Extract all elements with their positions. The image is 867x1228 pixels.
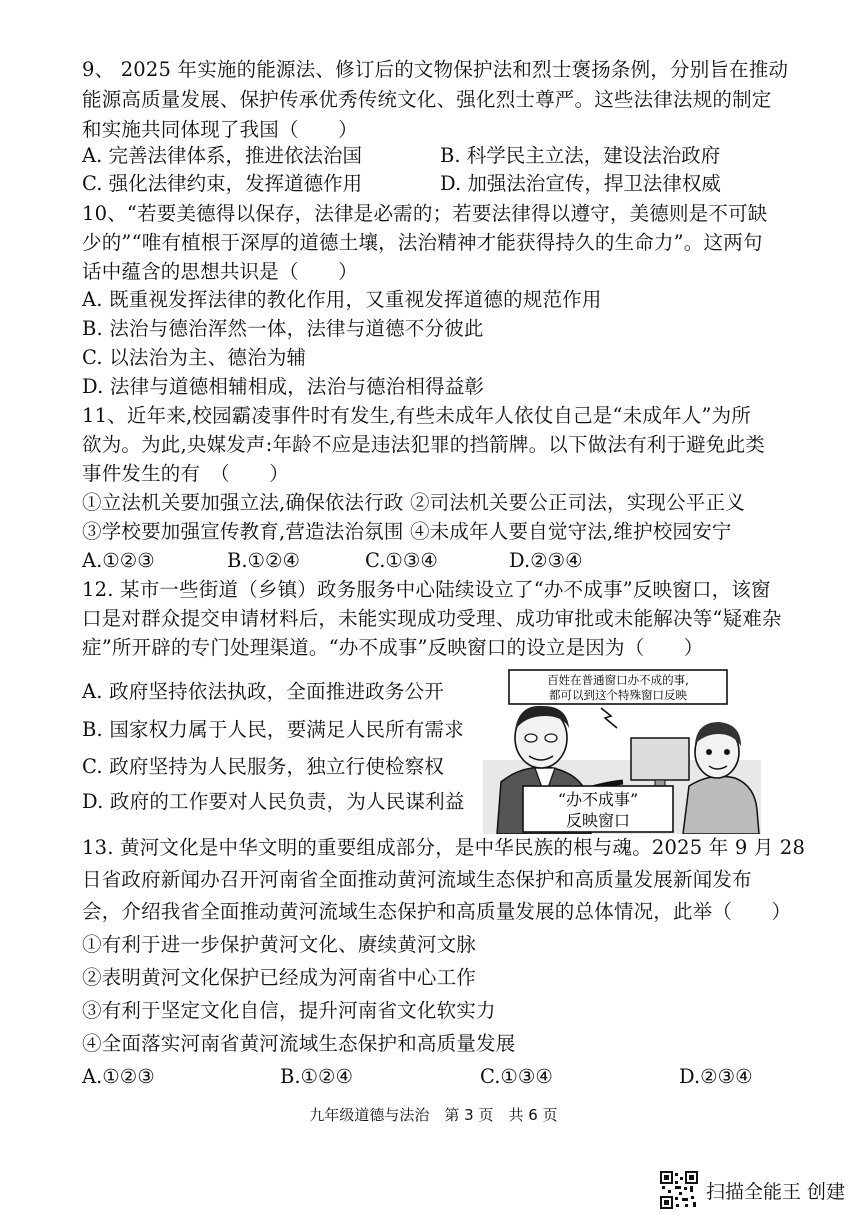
q11-statements-row-1: ①立法机关要加强立法,确保依法行政 ②司法机关要公正司法，实现公平正义 bbox=[82, 491, 745, 514]
q11-statements-row-2: ③学校要加强宣传教育,营造法治氛围 ④未成年人要自觉守法,维护校园安宁 bbox=[82, 520, 732, 543]
q13-statement-1: ①有利于进一步保护黄河文化、赓续黄河文脉 bbox=[82, 933, 477, 956]
q10-stem-line-3: 话中蕴含的思想共识是（ ） bbox=[82, 260, 358, 283]
q11-stem-line-3: 事件发生的有 （ ） bbox=[82, 462, 289, 485]
q9-stem-line-2: 能源高质量发展、保护传承优秀传统文化、强化烈士尊严。这些法律法规的制定 bbox=[82, 88, 772, 111]
page-footer: 九年级道德与法治 第 3 页 共 6 页 bbox=[309, 1106, 558, 1124]
scanner-watermark bbox=[660, 1171, 845, 1209]
q12-option-c: C. 政府坚持为人民服务，独立行使检察权 bbox=[82, 755, 445, 778]
q13-option-d: D.②③④ bbox=[679, 1065, 753, 1088]
q13-statement-2: ②表明黄河文化保护已经成为河南省中心工作 bbox=[82, 966, 477, 989]
q13-option-a: A.①②③ bbox=[82, 1065, 155, 1088]
q12-stem-line-1: 12. 某市一些街道（乡镇）政务服务中心陆续设立了“办不成事”反映窗口，该窗 bbox=[82, 578, 771, 601]
q11-option-c: C.①③④ bbox=[365, 549, 438, 572]
q11-option-b: B.①②④ bbox=[227, 549, 300, 572]
window-sign-line-2: 反映窗口 bbox=[565, 811, 631, 830]
q10-stem-line-2: 少的”“唯有植根于深厚的道德土壤，法治精神才能获得持久的生命力”。这两句 bbox=[82, 231, 763, 254]
scanner-label: 扫描全能王 创建 bbox=[705, 1180, 845, 1203]
q11-stem-line-1: 11、近年来,校园霸凌事件时有发生,有些未成年人依仗自己是“未成年人”为所 bbox=[82, 404, 752, 427]
q9-option-b: B. 科学民主立法，建设法治政府 bbox=[440, 144, 721, 167]
q13-option-c: C.①③④ bbox=[480, 1065, 553, 1088]
q10-option-a: A. 既重视发挥法律的教化作用，又重视发挥道德的规范作用 bbox=[82, 288, 602, 311]
q10-option-d: D. 法律与道德相辅相成，法治与德治相得益彰 bbox=[82, 375, 485, 398]
service-window-cartoon bbox=[483, 664, 761, 834]
q13-statement-3: ③有利于坚定文化自信，提升河南省文化软实力 bbox=[82, 999, 496, 1022]
window-sign-line-1: “办不成事” bbox=[557, 790, 639, 809]
q9-option-d: D. 加强法治宣传，捍卫法律权威 bbox=[440, 172, 721, 195]
q13-stem-line-3: 会，介绍我省全面推动黄河流域生态保护和高质量发展的总体情况，此举（ ） bbox=[82, 900, 792, 923]
speech-line-1: 百姓在普通窗口办不成的事, bbox=[547, 673, 689, 687]
q12-option-d: D. 政府的工作要对人民负责，为人民谋利益 bbox=[82, 790, 465, 813]
q13-stem-line-2: 日省政府新闻办召开河南省全面推动黄河流域生态保护和高质量发展新闻发布 bbox=[82, 868, 752, 891]
q12-stem-line-2: 口是对群众提交申请材料后，未能实现成功受理、成功审批或未能解决等“疑难杂 bbox=[82, 607, 782, 630]
q11-option-d: D.②③④ bbox=[509, 549, 583, 572]
q10-option-c: C. 以法治为主、德治为辅 bbox=[82, 346, 307, 369]
q12-stem-line-3: 症”所开辟的专门处理渠道。“办不成事”反映窗口的设立是因为（ ） bbox=[82, 636, 704, 659]
q11-stem-line-2: 欲为。为此,央媒发声:年龄不应是违法犯罪的挡箭牌。以下做法有利于避免此类 bbox=[82, 433, 765, 456]
q13-option-b: B.①②④ bbox=[280, 1065, 353, 1088]
q9-option-a: A. 完善法律体系，推进依法治国 bbox=[82, 144, 362, 167]
q9-option-c: C. 强化法律约束，发挥道德作用 bbox=[82, 172, 363, 195]
q9-stem-line-1: 9、 2025 年实施的能源法、修订后的文物保护法和烈士褒扬条例，分别旨在推动 bbox=[82, 58, 789, 81]
q10-option-b: B. 法治与德治浑然一体，法律与道德不分彼此 bbox=[82, 317, 484, 340]
q13-statement-4: ④全面落实河南省黄河流域生态保护和高质量发展 bbox=[82, 1032, 516, 1055]
q12-option-a: A. 政府坚持依法执政，全面推进政务公开 bbox=[82, 680, 444, 703]
qr-code-icon bbox=[660, 1171, 698, 1209]
speech-line-2: 都可以到这个特殊窗口反映 bbox=[549, 688, 687, 702]
q10-stem-line-1: 10、“若要美德得以保存，法律是必需的；若要法律得以遵守，美德则是不可缺 bbox=[82, 202, 768, 225]
q12-option-b: B. 国家权力属于人民，要满足人民所有需求 bbox=[82, 718, 464, 741]
q13-stem-line-1: 13. 黄河文化是中华文明的重要组成部分，是中华民族的根与魂。2025 年 9 月 28 bbox=[82, 836, 806, 859]
q11-option-a: A.①②③ bbox=[82, 549, 155, 572]
q9-stem-line-3: 和实施共同体现了我国（ ） bbox=[82, 118, 358, 141]
